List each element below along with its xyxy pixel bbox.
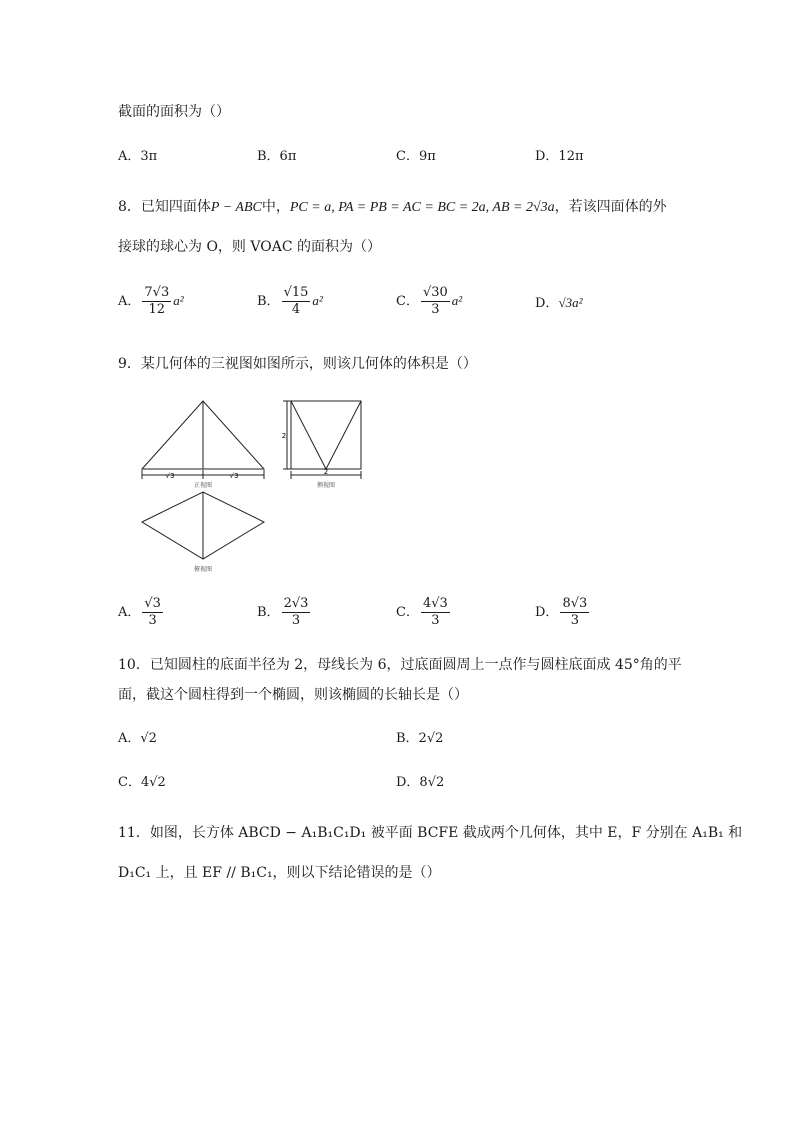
side-view-label: 侧视图 [316,482,336,489]
three-view-figure [138,395,370,577]
q8-option-a: A． $\frac{7√3}{12}$ a² [118,285,184,317]
q8-conditions: PC = a, PA = PB = AC = BC = 2a, AB = 2√3a [289,200,555,215]
side-view [283,401,361,479]
q8-tetra: P − ABC [210,200,262,215]
q10-option-b: B．2√2 [396,731,444,746]
q7-option-a: A．3π [118,149,158,164]
front-dim-right: √3 [229,472,239,480]
q8-option-b: B． $\frac{√15}{4}$ a² [257,285,323,317]
side-dim-height: 2 [281,432,287,440]
q8-option-d: D．√3a² [535,295,583,311]
q7-stem-tail: 截面的面积为（） [118,104,230,120]
q10-stem-line2: 面，截这个圆柱得到一个椭圆，则该椭圆的长轴长是（） [118,687,468,703]
q10-option-c: C．4√2 [118,775,166,790]
q11-stem-line1: 11．如图，长方体 ABCD − A₁B₁C₁D₁ 被平面 BCFE 截成两个几何体，其中 E，F 分别在 A₁B₁ 和 [118,825,743,841]
q8-mid: 中， [261,199,290,215]
top-view [142,492,264,559]
front-view-label: 正视图 [193,482,213,489]
q10-stem-line1: 10．已知圆柱的底面半径为 2，母线长为 6，过底面圆周上一点作与圆柱底面成 45°角的平 [118,657,682,673]
q8-stem-line2: 接球的球心为 O，则 VOAC 的面积为（） [118,239,381,255]
q7-option-b: B．6π [257,149,297,164]
q10-option-d: D．8√2 [396,775,445,790]
q7-option-c: C．9π [396,149,436,164]
q8-option-c: C． $\frac{√30}{3}$ a² [396,285,463,317]
side-dim-width: 2 [323,468,329,476]
q7-option-d: D．12π [535,149,584,164]
front-dim-left: √3 [165,472,175,480]
top-view-label: 俯视图 [193,566,213,573]
q9-stem: 9．某几何体的三视图如图所示，则该几何体的体积是（） [118,356,477,372]
q9-option-c: C． $\frac{4√3}{3}$ [396,596,448,628]
q8-stem-line1 [118,197,667,218]
q9-option-d: D． $\frac{8√3}{3}$ [535,596,588,628]
q8-prefix: 8．已知四面体 [118,199,211,215]
q9-option-a: A． $\frac{√3}{3}$ [118,596,161,628]
q11-stem-line2: D₁C₁ 上，且 EF // B₁C₁，则以下结论错误的是（） [118,865,441,881]
front-view [142,401,264,479]
q9-option-b: B． $\frac{2√3}{3}$ [257,596,309,628]
q10-option-a: A．√2 [118,731,157,746]
q8-suffix: ，若该四面体的外 [554,199,667,215]
